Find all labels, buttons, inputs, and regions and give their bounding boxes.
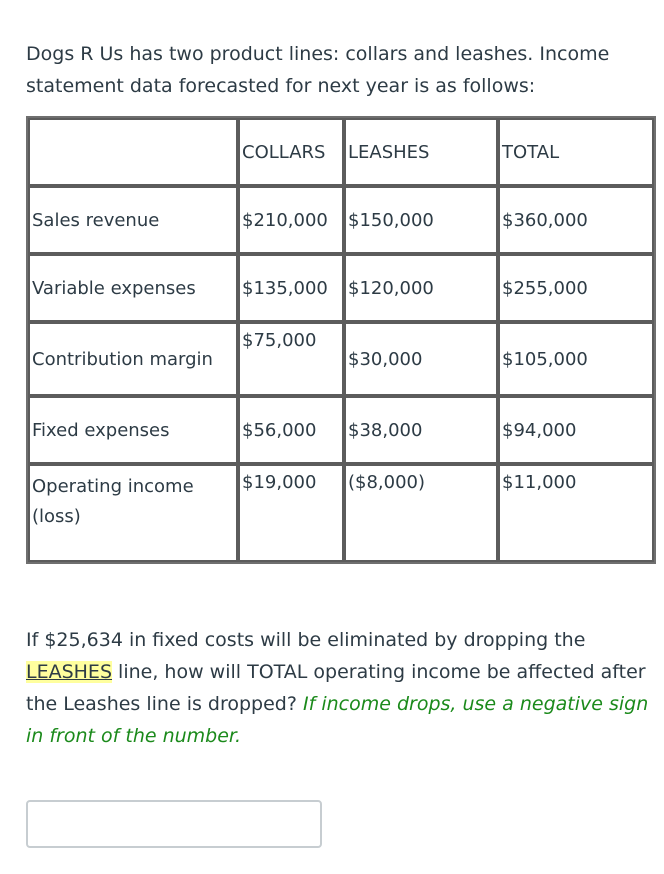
table-cell: $120,000 <box>344 254 498 322</box>
table-cell: $135,000 <box>238 254 344 322</box>
header-cell <box>28 118 238 186</box>
table-row <box>28 186 654 254</box>
table-cell: $150,000 <box>344 186 498 254</box>
table-row <box>28 254 654 322</box>
row-label: Sales revenue <box>28 186 238 254</box>
table-header-row <box>28 118 654 186</box>
row-label: Variable expenses <box>28 254 238 322</box>
highlighted-leashes: LEASHES <box>26 661 113 683</box>
table-cell: ($8,000) <box>344 464 498 562</box>
question-text <box>26 624 656 752</box>
row-label: Contribution margin <box>28 322 238 396</box>
table-cell: $210,000 <box>238 186 344 254</box>
table-cell: $11,000 <box>498 464 654 562</box>
header-cell: TOTAL <box>498 118 654 186</box>
header-cell: LEASHES <box>344 118 498 186</box>
question-before: If $25,634 in fixed costs will be eliminated by dropping the <box>26 629 586 651</box>
table-cell: $255,000 <box>498 254 654 322</box>
intro-text: Dogs R Us has two product lines: collars and leashes. Income statement data forecasted for next year is as follows: <box>26 43 610 97</box>
row-label: Fixed expenses <box>28 396 238 464</box>
answer-input[interactable] <box>26 800 322 848</box>
table-cell: $105,000 <box>498 322 654 396</box>
question-after: line, how will TOTAL operating income be affected after the Leashes line is dropped? <box>26 661 646 715</box>
table-cell: $38,000 <box>344 396 498 464</box>
table-cell: $56,000 <box>238 396 344 464</box>
table-row <box>28 396 654 464</box>
table-cell: $19,000 <box>238 464 344 562</box>
table-row <box>28 322 654 396</box>
table-cell: $360,000 <box>498 186 654 254</box>
table-row <box>28 464 654 562</box>
table-cell: $75,000 <box>238 322 344 396</box>
row-label: Operating income (loss) <box>28 464 238 562</box>
table-cell: $30,000 <box>344 322 498 396</box>
hint-text: If income drops, use a negative sign in front of the number. <box>26 693 649 747</box>
income-statement-table <box>26 116 656 564</box>
header-cell: COLLARS <box>238 118 344 186</box>
table-cell: $94,000 <box>498 396 654 464</box>
